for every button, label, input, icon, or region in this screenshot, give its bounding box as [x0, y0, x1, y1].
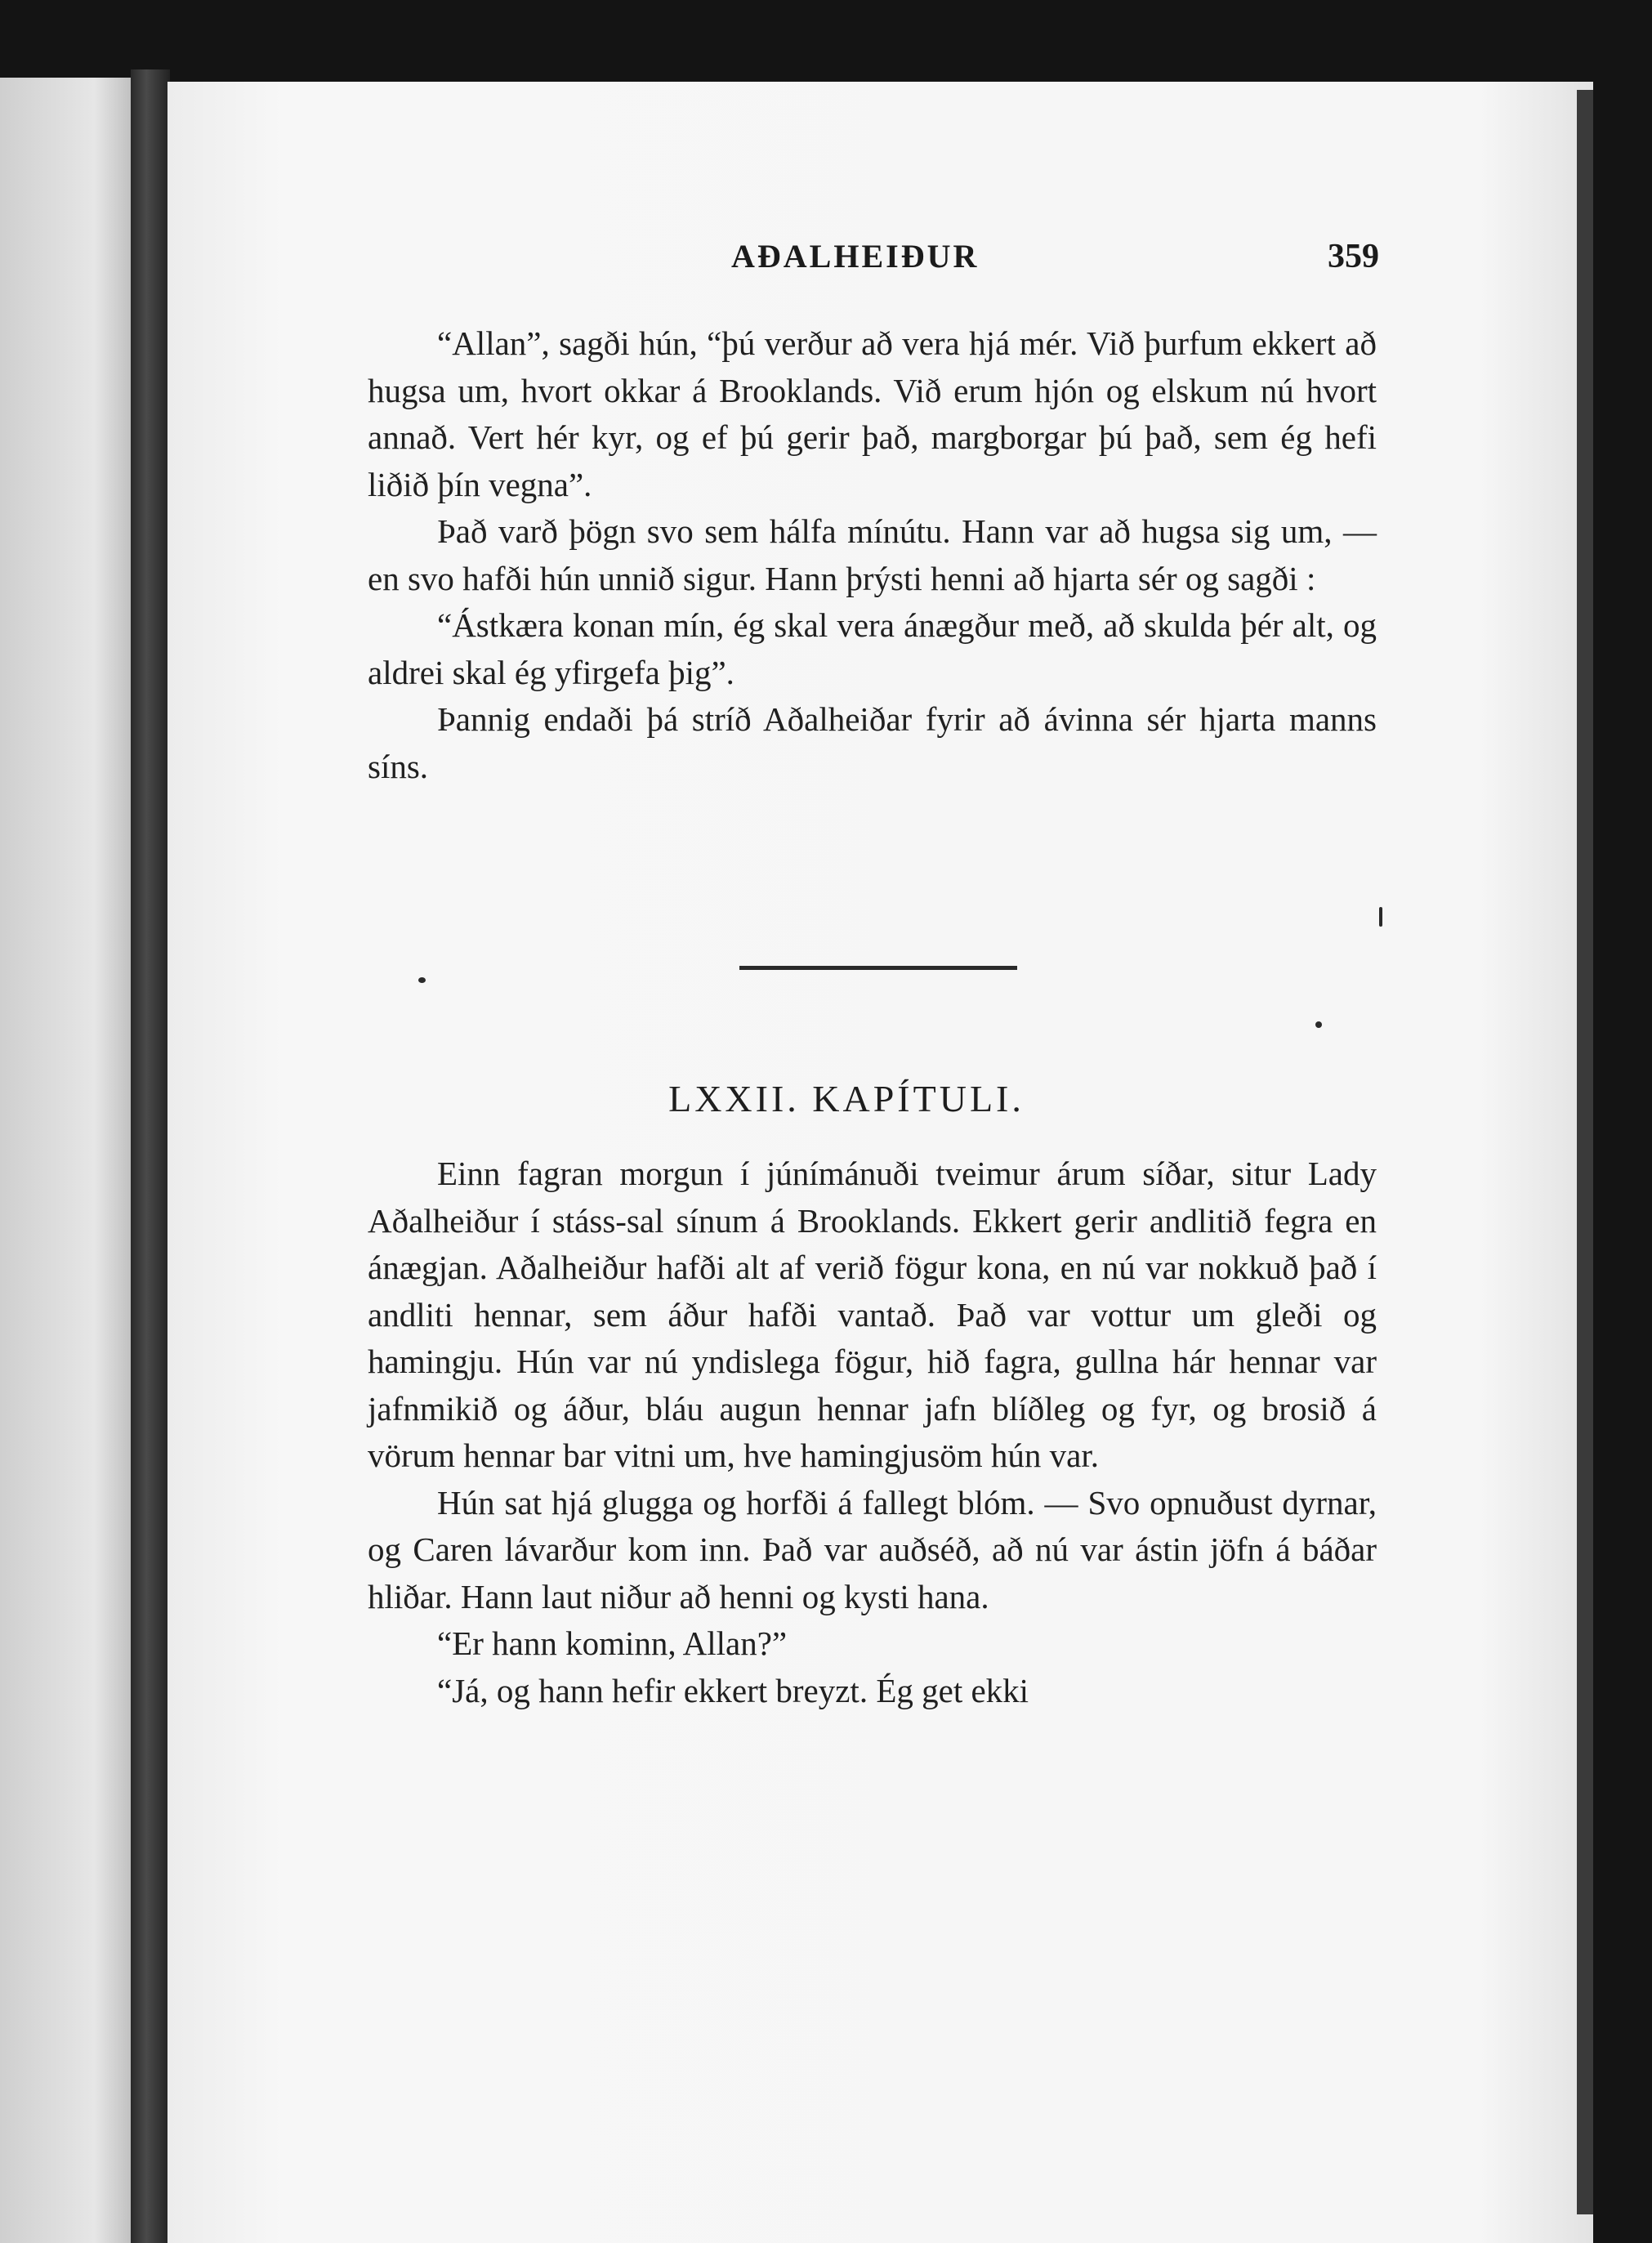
paragraph: Hún sat hjá glugga og horfði á fallegt blóm. — Svo opnuðust dyrnar, og Caren lávarður kom inn. Það var auðséð, að nú var ástin jöfn á báðar hliðar. Hann laut niður að henni og kysti hana.: [368, 1483, 1377, 1615]
paragraph: Það varð þögn svo sem hálfa mínútu. Hann var að hugsa sig um, — en svo hafði hún unnið sigur. Hann þrýsti henni að hjarta sér og sagði :: [368, 512, 1377, 597]
paragraph: “Já, og hann hefir ekkert breyzt. Ég get ekki: [437, 1671, 1029, 1709]
paragraph: Einn fagran morgun í júnímánuði tveimur árum síðar, situr Lady Aðalheiður í stáss-sal sínum á Brooklands. Ekkert gerir andlitið fegra en ánægjan. Aðalheiður hafði alt af verið fögur kona, en nú var nokkuð það í andliti hennar, sem áður hafði vantað. Það var vottur um gleði og hamingju. Hún var nú yndislega fögur, hið fagra, gullna hár hennar var jafnmikið og áður, bláu augun hennar jafn blíðleg og fyr, og brosið á vörum hennar bar vitni um, hve hamingjusöm hún var.: [368, 1155, 1377, 1474]
running-head: AÐALHEIÐUR: [731, 238, 980, 275]
page-right-edge: [1577, 90, 1593, 2214]
left-page-edge: [0, 78, 135, 2243]
ink-speck: [418, 977, 426, 983]
chapter-heading: LXXII. KAPÍTULI.: [668, 1078, 1025, 1119]
page-number: 359: [1328, 238, 1379, 275]
text-block-bottom: [368, 1151, 1377, 1714]
text-block-top: [368, 320, 1377, 790]
book-binding: [131, 69, 170, 2243]
paragraph: “Allan”, sagði hún, “þú verður að vera hjá mér. Við þurfum ekkert að hugsa um, hvort okkar á Brooklands. Við erum hjón og elskum nú hvort annað. Vert hér kyr, og ef þú gerir það, margborgar þú það, sem ég hefi liðið þín vegna”.: [368, 324, 1377, 503]
section-divider-rule: [739, 966, 1017, 970]
paragraph: “Er hann kominn, Allan?”: [437, 1624, 788, 1662]
ink-speck: [1379, 907, 1382, 927]
ink-speck: [1315, 1021, 1322, 1028]
paragraph: Þannig endaði þá stríð Aðalheiðar fyrir að ávinna sér hjarta manns síns.: [368, 700, 1377, 785]
paragraph: “Ástkæra konan mín, ég skal vera ánægður með, að skulda þér alt, og aldrei skal ég yfirgefa þig”.: [368, 606, 1377, 691]
